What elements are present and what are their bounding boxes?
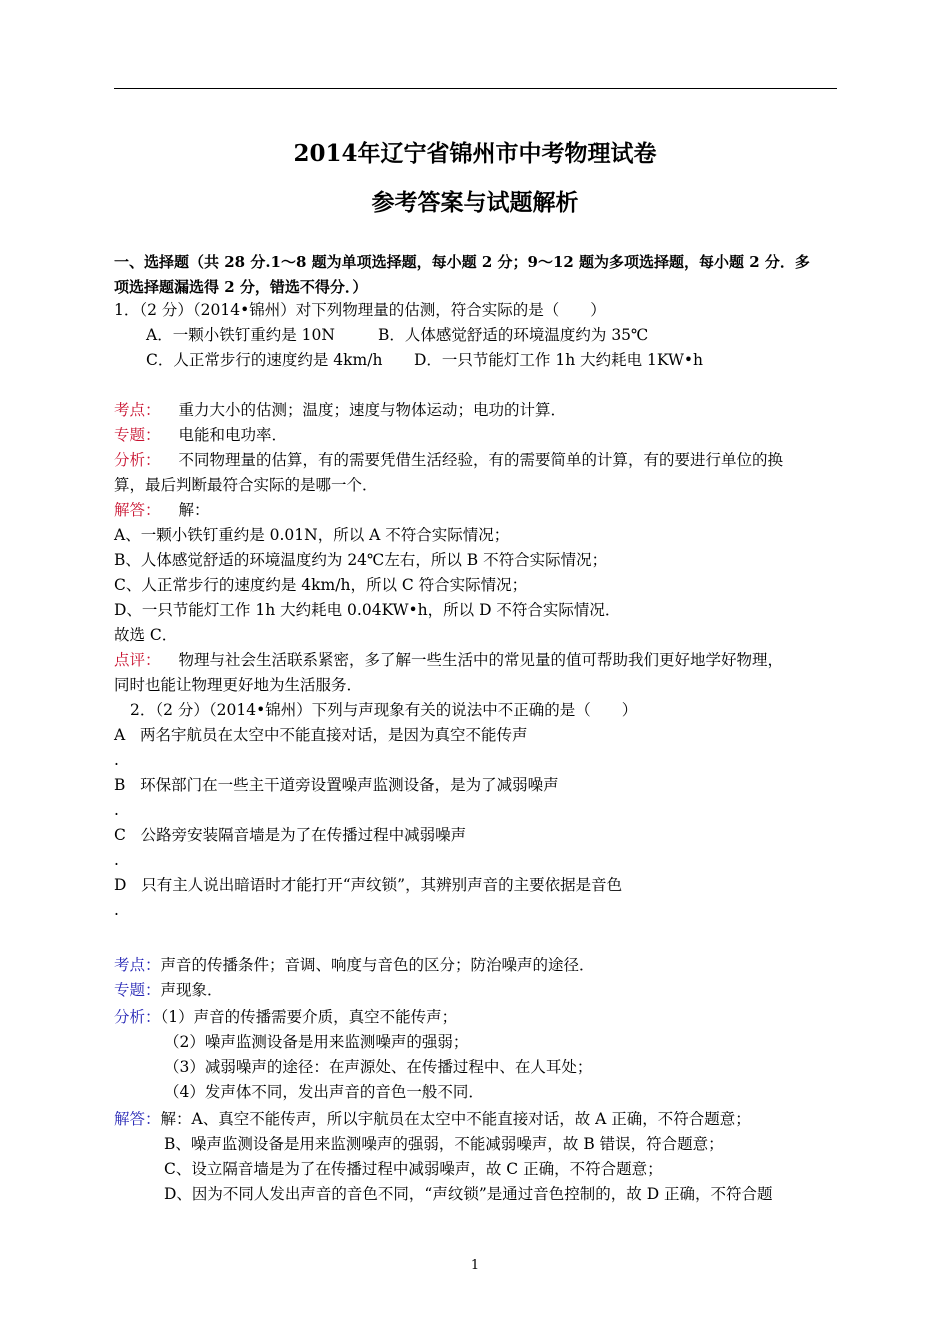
- option-text: 只有主人说出暗语时才能打开“声纹锁”，其辨别声音的主要依据是音色: [141, 876, 623, 894]
- jieda-text: 解：: [178, 501, 210, 519]
- section-heading-line1: 一、选择题（共 28 分.1～8 题为单项选择题，每小题 2 分；9～12 题为多项选择题，每小题 2 分．多: [114, 253, 810, 271]
- option-text: 两名宇航员在太空中不能直接对话，是因为真空不能传声: [139, 726, 528, 744]
- q2-fenxi-3: （3）减弱噪声的途径：在声源处、在传播过程中、在人耳处；: [164, 1058, 593, 1076]
- q1-answer-b: B、人体感觉舒适的环境温度约为 24℃左右，所以 B 不符合实际情况；: [114, 551, 608, 569]
- q2-stem: 2．（2 分）（2014•锦州）下列与声现象有关的说法中不正确的是（ ）: [130, 701, 638, 719]
- q1-answer-c: C、人正常步行的速度约是 4km/h，所以 C 符合实际情况；: [114, 576, 528, 594]
- fenxi-label: 分析：: [114, 451, 161, 469]
- q1-kaodian: [114, 398, 566, 423]
- dianping-text: 物理与社会生活联系紧密，多了解一些生活中的常见量的值可帮助我们更好地学好物理，: [178, 651, 784, 669]
- option-letter: D: [114, 876, 127, 894]
- zhuanti-text: 电能和电功率．: [178, 426, 288, 444]
- q1-zhuanti: [114, 423, 287, 448]
- q2-option-a: [114, 723, 528, 748]
- q1-dianping: [114, 648, 783, 673]
- q1-option-c: C．人正常步行的速度约是 4km/h: [146, 351, 383, 369]
- q2-fenxi-4: （4）发声体不同，发出声音的音色一般不同．: [164, 1083, 484, 1101]
- q2-jieda-3: C、设立隔音墙是为了在传播过程中减弱噪声，故 C 正确，不符合题意；: [164, 1160, 663, 1178]
- fenxi-text: （1）声音的传播需要介质，真空不能传声；: [160, 1008, 458, 1026]
- page-number: 1: [470, 1258, 480, 1273]
- q2-option-c: [114, 823, 466, 848]
- q1-option-d: D．一只节能灯工作 1h 大约耗电 1KW•h: [414, 351, 703, 369]
- document-subtitle: 参考答案与试题解析: [371, 189, 579, 216]
- zhuanti-text: 声现象．: [160, 981, 223, 999]
- q2-kaodian: [114, 953, 595, 978]
- q1-option-a: A．一颗小铁钉重约是 10N: [146, 326, 335, 344]
- q1-jieda: [114, 498, 210, 523]
- q1-dianping-cont: 同时也能让物理更好地为生活服务．: [114, 676, 363, 694]
- option-letter: B: [114, 776, 126, 794]
- q1-fenxi-cont: 算，最后判断最符合实际的是哪一个．: [114, 476, 378, 494]
- dianping-label: 点评：: [114, 651, 161, 669]
- header-rule: [114, 88, 837, 89]
- document-title: 2014年辽宁省锦州市中考物理试卷: [293, 140, 657, 167]
- q2-fenxi-2: （2）噪声监测设备是用来监测噪声的强弱；: [164, 1033, 469, 1051]
- option-dot: .: [114, 901, 119, 919]
- q1-fenxi: [114, 448, 783, 473]
- q2-jieda-2: B、噪声监测设备是用来监测噪声的强弱，不能减弱噪声，故 B 错误，符合题意；: [164, 1135, 724, 1153]
- option-letter: C: [114, 826, 126, 844]
- option-dot: .: [114, 751, 119, 769]
- option-text: 公路旁安装隔音墙是为了在传播过程中减弱噪声: [140, 826, 467, 844]
- q1-answer-d: D、一只节能灯工作 1h 大约耗电 0.04KW•h，所以 D 不符合实际情况．: [114, 601, 621, 619]
- zhuanti-label: 专题：: [114, 981, 161, 999]
- q1-stem: 1．（2 分）（2014•锦州）对下列物理量的估测，符合实际的是（ ）: [114, 301, 606, 319]
- kaodian-text: 声音的传播条件；音调、响度与音色的区分；防治噪声的途径．: [160, 956, 595, 974]
- option-text: 环保部门在一些主干道旁设置噪声监测设备，是为了减弱噪声: [140, 776, 559, 794]
- fenxi-text: 不同物理量的估算，有的需要凭借生活经验，有的需要简单的计算，有的要进行单位的换: [178, 451, 784, 469]
- q2-fenxi: [114, 1005, 457, 1030]
- q2-option-b: [114, 773, 559, 798]
- kaodian-text: 重力大小的估测；温度；速度与物体运动；电功的计算．: [178, 401, 567, 419]
- section-heading-line2: 项选择题漏选得 2 分，错选不得分．）: [114, 278, 368, 296]
- jieda-label: 解答：: [114, 501, 161, 519]
- jieda-text: 解：A、真空不能传声，所以宇航员在太空中不能直接对话，故 A 正确，不符合题意；: [160, 1110, 751, 1128]
- q2-zhuanti: [114, 978, 223, 1003]
- q1-final-choice: 故选 C．: [114, 626, 178, 644]
- option-dot: .: [114, 801, 119, 819]
- q2-option-d: [114, 873, 622, 898]
- kaodian-label: 考点：: [114, 401, 161, 419]
- option-dot: .: [114, 851, 119, 869]
- fenxi-label: 分析：: [114, 1008, 161, 1026]
- q2-jieda: [114, 1107, 751, 1132]
- q1-option-b: B．人体感觉舒适的环境温度约为 35℃: [378, 326, 649, 344]
- option-letter: A: [114, 726, 126, 744]
- zhuanti-label: 专题：: [114, 426, 161, 444]
- kaodian-label: 考点：: [114, 956, 161, 974]
- q2-jieda-4: D、因为不同人发出声音的音色不同，“声纹锁”是通过音色控制的，故 D 正确，不符合题: [164, 1185, 773, 1203]
- jieda-label: 解答：: [114, 1110, 161, 1128]
- q1-answer-a: A、一颗小铁钉重约是 0.01N，所以 A 不符合实际情况；: [114, 526, 510, 544]
